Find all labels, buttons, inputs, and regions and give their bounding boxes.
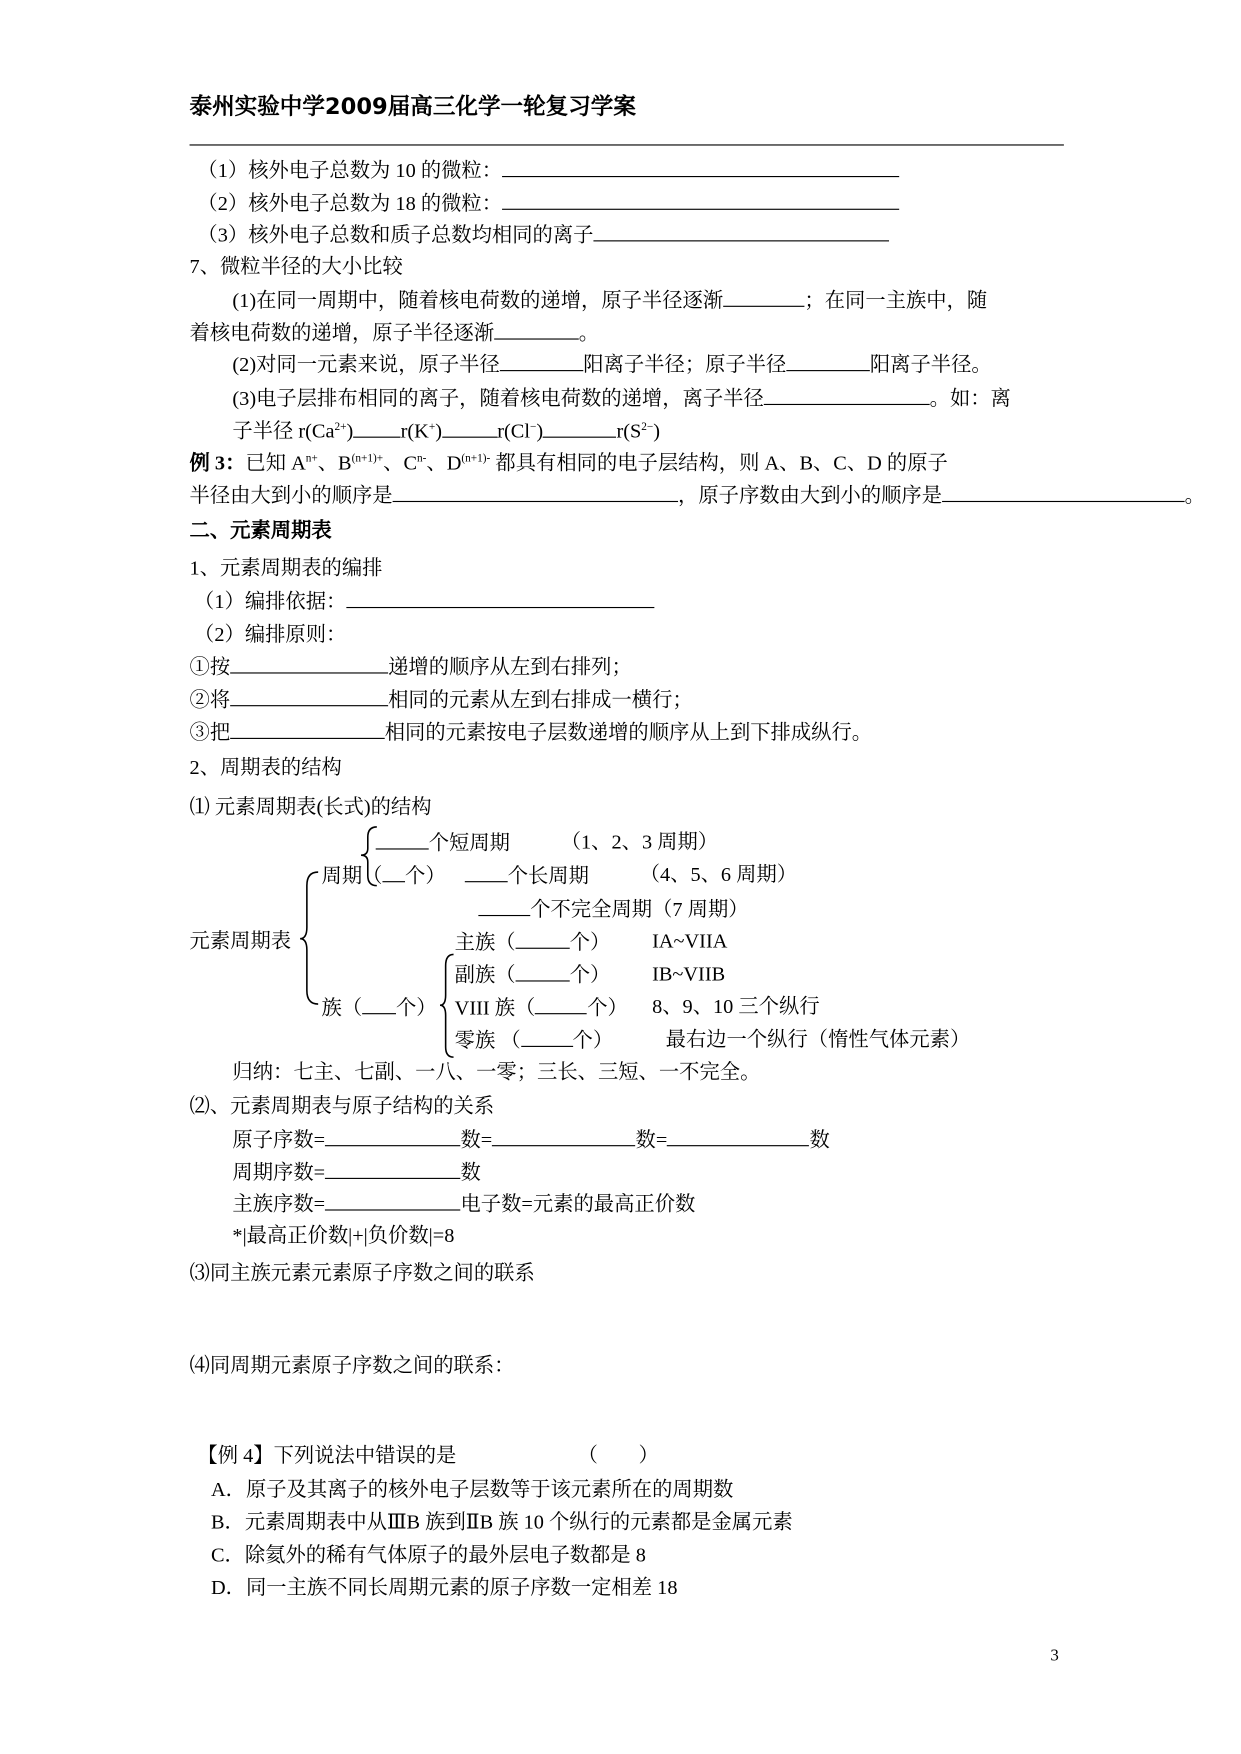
answer-blank[interactable] (535, 993, 587, 1014)
section-7-title: 7、微粒半径的大小比较 (189, 254, 403, 278)
text: 数= (635, 1128, 668, 1151)
group-brace (440, 954, 454, 1057)
question-text: （2）核外电子总数为 18 的微粒： (197, 191, 503, 215)
answer-blank[interactable] (521, 1026, 573, 1047)
group-viii-note: 8、9、10 三个纵行 (652, 995, 820, 1018)
text: 零族 （ (454, 1028, 521, 1052)
charge: 2+ (334, 420, 347, 434)
example-4-stem: 【例 4】下列说法中错误的是 (197, 1444, 457, 1467)
example-label: 例 3： (189, 451, 246, 474)
text: 子半径 r(Ca (232, 419, 335, 443)
text: (1)在同一周期中，随着核电荷数的递增，原子半径逐渐 (232, 288, 724, 312)
summary: 归纳：七主、七副、一八、一零；三长、三短、一不完全。 (232, 1060, 761, 1084)
charge: n+ (305, 452, 318, 465)
text: 个） (569, 963, 611, 987)
text: ) (536, 419, 544, 443)
main-groups-note: IA~VIIA (652, 929, 728, 953)
answer-blank[interactable] (382, 861, 405, 882)
text: 已知 A (245, 451, 306, 474)
group-zero-note: 最右边一个纵行（惰性气体元素） (665, 1027, 971, 1051)
answer-parentheses[interactable]: （ ） (577, 1444, 659, 1467)
text: 个） (587, 996, 628, 1019)
short-periods (376, 828, 510, 856)
group-branch (322, 993, 437, 1021)
answer-blank[interactable] (516, 960, 570, 981)
charge: 2− (641, 420, 654, 434)
text: 。 (1184, 483, 1205, 507)
text: （ (362, 864, 383, 887)
short-periods-note: （1、2、3 周期） (560, 830, 719, 853)
tree-root: 元素周期表 (189, 929, 292, 953)
text: r(S (616, 419, 642, 443)
text: 族（ (321, 996, 363, 1019)
long-periods-note: （4、5、6 周期） (639, 863, 798, 886)
text: 。 (578, 321, 600, 345)
text: 、D (426, 451, 462, 474)
group-viii (455, 993, 628, 1021)
text: ③把 (189, 720, 231, 744)
option-c[interactable]: C．除氦外的稀有气体原子的最外层电子数都是 8 (210, 1543, 646, 1566)
text: 个长周期 (507, 864, 589, 887)
group-zero (455, 1026, 614, 1054)
text: ①按 (189, 655, 231, 679)
answer-blank[interactable] (667, 1125, 809, 1146)
text: 主族序数= (232, 1192, 326, 1216)
group-number-line (232, 1189, 695, 1217)
text: 数 (460, 1160, 481, 1184)
same-period-title: ⑷同周期元素原子序数之间的联系： (189, 1353, 515, 1377)
period-branch (322, 861, 446, 889)
incomplete-period (478, 895, 748, 923)
sub-groups (455, 960, 611, 988)
charge: (n+1)+ (351, 452, 384, 465)
text: 都具有相同的电子层结构，则 A、B、C、D 的原子 (490, 451, 948, 474)
text: r(Cl (497, 419, 530, 443)
long-periods (465, 861, 589, 889)
relation-title: ⑵、元素周期表与原子结构的关系 (189, 1094, 495, 1117)
text: ②将 (189, 688, 231, 711)
answer-blank[interactable] (362, 993, 396, 1014)
text: 相同的元素从左到右排成一横行； (388, 688, 693, 711)
text: 个短周期 (428, 831, 510, 855)
text: ，原子序数由大到小的顺序是 (678, 483, 943, 507)
text: 个） (405, 864, 446, 887)
text: 电子数=元素的最高正价数 (460, 1192, 696, 1216)
text: 递增的顺序从左到右排列； (388, 655, 632, 679)
option-d[interactable]: D．同一主族不同长周期元素的原子序数一定相差 18 (210, 1576, 678, 1599)
answer-blank[interactable] (325, 1125, 460, 1146)
period-number-line (232, 1158, 480, 1186)
charge: (n+1)- (461, 452, 491, 465)
main-groups (455, 927, 611, 955)
text: 数 (809, 1128, 830, 1151)
text: (3)电子层排布相同的离子，随着核电荷数的递增，离子半径 (232, 386, 764, 410)
subsection-2: 2、周期表的结构 (189, 755, 342, 779)
atomic-number-line (232, 1125, 829, 1153)
text: ；在同一主族中，随 (804, 288, 988, 312)
charge: − (529, 420, 537, 434)
text: ) (346, 419, 354, 443)
page-number: 3 (1050, 1647, 1059, 1666)
answer-blank[interactable] (376, 828, 429, 849)
text: r(K (400, 419, 429, 443)
question-text: （1）核外电子总数为 10 的微粒： (197, 159, 503, 182)
text: 个） (395, 996, 437, 1019)
text: 个） (569, 930, 611, 954)
text: 阳离子半径。 (869, 353, 992, 376)
text: （1）编排依据： (194, 590, 347, 613)
text: 相同的元素按电子层数递增的顺序从上到下排成纵行。 (384, 720, 873, 744)
text: 个） (572, 1028, 614, 1052)
text: 半径由大到小的顺序是 (189, 483, 393, 507)
text: VIII 族（ (454, 996, 536, 1019)
page-header-title: 泰州实验中学2009届高三化学一轮复习学案 (189, 92, 636, 120)
text: 阳离子半径；原子半径 (583, 353, 787, 376)
question-text: （3）核外电子总数和质子总数均相同的离子 (197, 223, 594, 246)
text: ) (435, 419, 442, 443)
option-a[interactable]: A．原子及其离子的核外电子层数等于该元素所在的周期数 (210, 1477, 734, 1501)
part-2-title: 二、元素周期表 (189, 518, 332, 543)
answer-blank[interactable] (516, 927, 570, 948)
text: ) (653, 419, 661, 443)
principles-title: （2）编排原则： (194, 622, 347, 646)
valence-note: *|最高正价数|+|负价数|=8 (232, 1224, 455, 1247)
same-group-title: ⑶同主族元素元素原子序数之间的联系 (189, 1261, 535, 1284)
text: 、B (317, 451, 352, 474)
text: 数= (460, 1128, 493, 1151)
answer-blank[interactable] (325, 1189, 460, 1210)
charge: + (428, 420, 436, 434)
text: 。如：离 (929, 386, 1011, 410)
option-b[interactable]: B．元素周期表中从ⅢB 族到ⅡB 族 10 个纵行的元素都是金属元素 (210, 1510, 793, 1534)
sub-groups-note: IB~VIIB (652, 962, 726, 985)
answer-blank[interactable] (478, 895, 530, 916)
text: 着核电荷数的递增，原子半径逐渐 (189, 321, 495, 345)
charge: n- (417, 452, 427, 465)
text: (2)对同一元素来说，原子半径 (232, 353, 500, 376)
text: 原子序数= (232, 1128, 326, 1151)
answer-blank[interactable] (492, 1125, 635, 1146)
answer-blank[interactable] (465, 861, 508, 882)
root-brace (300, 872, 318, 1004)
text: 主族（ (454, 930, 516, 954)
text: 个不完全周期（7 周期） (530, 898, 749, 921)
text: 副族（ (454, 963, 516, 987)
structure-title: ⑴ 元素周期表(长式)的结构 (189, 795, 432, 818)
text: 、C (383, 451, 418, 474)
text: 周期 (321, 864, 363, 887)
subsection-1: 1、元素周期表的编排 (189, 556, 383, 579)
text: 周期序数= (232, 1160, 326, 1184)
answer-blank[interactable] (325, 1158, 460, 1179)
